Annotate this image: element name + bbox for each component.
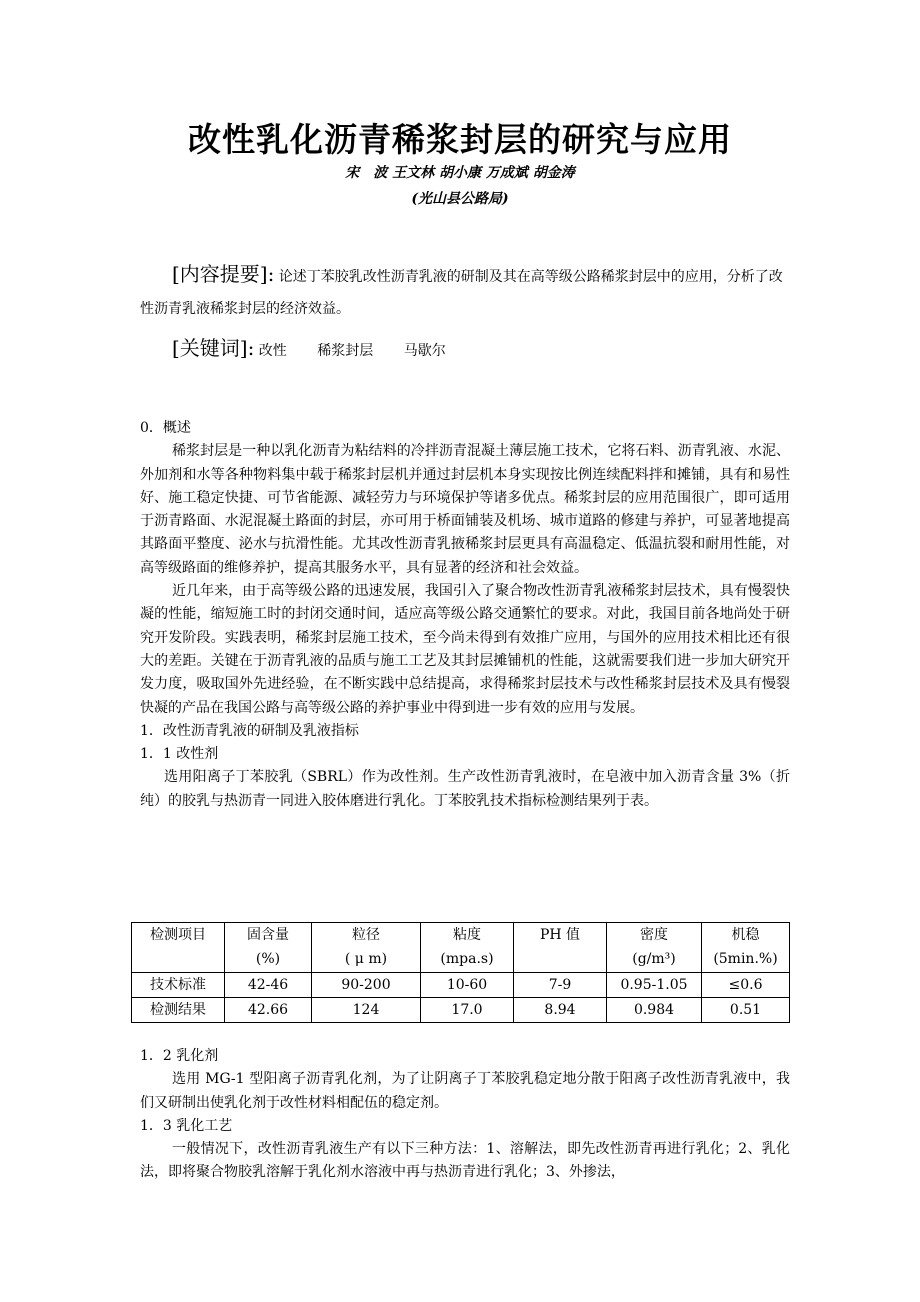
test-results-table [131, 922, 790, 1023]
table-cell: 0.51 [702, 998, 790, 1023]
table-row [132, 973, 790, 998]
paragraph: 选用 MG-1 型阳离子沥青乳化剂，为了让阴离子丁苯胶乳稳定地分散于阳离子改性沥青乳液中，我们又研制出使乳化剂于改性材料相配伍的稳定剂。 [140, 1071, 790, 1111]
abstract-text: 论述丁苯胶乳改性沥青乳液的研制及其在高等级公路稀浆封层中的应用，分析了改性沥青乳液稀浆封层的经济效益。 [140, 269, 783, 317]
table-header-cell: PH 值 [514, 923, 607, 973]
keyword-item: 改性 [258, 343, 287, 359]
section-emulsion [140, 1045, 790, 1185]
paragraph: 近几年来，由于高等级公路的迅速发展，我国引入了聚合物改性沥青乳液稀浆封层技术，具有慢裂快凝的性能，缩短施工时的封闭交通时间，适应高等级公路交通繁忙的要求。对此，我国目前各地尚处于研究开发阶段。实践表明，稀浆封层施工技术，至今尚未得到有效推广应用，与国外的应用技术相比还有很大的差距。关键在于沥青乳液的品质与施工工艺及其封层摊铺机的性能，这就需要我们进一步加大研究开发力度，吸取国外先进经验，在不断实践中总结提高，求得稀浆封层技术与改性稀浆封层技术及具有慢裂快凝的产品在我国公路与高等级公路的养护事业中得到进一步有效的应用与发展。 [140, 583, 790, 716]
table-cell: 17.0 [421, 998, 514, 1023]
table-header-cell: 机稳 (5min.%) [702, 923, 790, 973]
affiliation: (光山县公路局) [411, 191, 509, 207]
authors: 宋 波 王文林 胡小康 万成斌 胡金涛 [345, 165, 575, 181]
table-header-cell: 密度 (g/m³) [607, 923, 702, 973]
paragraph: 稀浆封层是一种以乳化沥青为粘结料的冷拌沥青混凝土薄层施工技术，它将石料、沥青乳液、水泥、外加剂和水等各种物料集中载于稀浆封层机并通过封层机本身实现按比例连续配料拌和摊铺，具有和易性好、施工稳定快捷、可节省能源、减轻劳力与环境保护等诸多优点。稀浆封层的应用范围很广，即可适用于沥青路面、水泥混凝土路面的封层，亦可用于桥面铺装及机场、城市道路的修建与养护，可显著地提高其路面平整度、泌水与抗滑性能。尤其改性沥青乳掖稀浆封层更具有高温稳定、低温抗裂和耐用性能，对高等级路面的维修养护，提高其服务水平，具有显著的经济和社会效益。 [140, 443, 790, 576]
paragraph: 选用阳离子丁苯胶乳（SBRL）作为改性剂。生产改性沥青乳液时，在皂液中加入沥青含量 3%（折纯）的胶乳与热沥青一同进入胶体磨进行乳化。丁苯胶乳技术指标检测结果列于表。 [140, 769, 790, 809]
abstract-label: [内容提要]: [172, 262, 275, 286]
keyword-item: 稀浆封层 [317, 343, 374, 359]
abstract [140, 258, 788, 325]
table-header-cell: 固含量 (%) [225, 923, 312, 973]
table-cell: 检测结果 [132, 998, 225, 1023]
table-header-cell: 粒径 ( μ m) [312, 923, 421, 973]
table-header-row [132, 923, 790, 973]
paragraph: 一般情况下，改性沥青乳液生产有以下三种方法：1、溶解法，即先改性沥青再进行乳化；2、乳化法，即将聚合物胶乳溶解于乳化剂水溶液中再与热沥青进行乳化；3、外掺法， [140, 1141, 790, 1181]
table-row [132, 998, 790, 1023]
section-heading: 1．改性沥青乳液的研制及乳液指标 [140, 722, 359, 739]
table-cell: 10-60 [421, 973, 514, 998]
table-header-cell: 检测项目 [132, 923, 225, 973]
section-heading: 0．概述 [140, 420, 191, 436]
table-header-cell: 粘度 (mpa.s) [421, 923, 514, 973]
table-cell: 技术标准 [132, 973, 225, 998]
keyword-item: 马歇尔 [403, 343, 446, 359]
page-title: 改性乳化沥青稀浆封层的研究与应用 [188, 120, 732, 159]
table-cell: 0.984 [607, 998, 702, 1023]
table-cell: 42-46 [225, 973, 312, 998]
subsection-heading: 1．2 乳化剂 [140, 1048, 219, 1064]
keywords-label: [关键词]: [172, 336, 255, 360]
table-cell: 42.66 [225, 998, 312, 1023]
table-cell: 7-9 [514, 973, 607, 998]
table-cell: 124 [312, 998, 421, 1023]
table-cell: ≤0.6 [702, 973, 790, 998]
table-cell: 8.94 [514, 998, 607, 1023]
table-cell: 90-200 [312, 973, 421, 998]
subsection-heading: 1．3 乳化工艺 [140, 1117, 233, 1134]
keywords [172, 332, 472, 361]
section-overview [140, 417, 790, 813]
subsection-heading: 1．1 改性剂 [140, 746, 219, 763]
table-cell: 0.95-1.05 [607, 973, 702, 998]
